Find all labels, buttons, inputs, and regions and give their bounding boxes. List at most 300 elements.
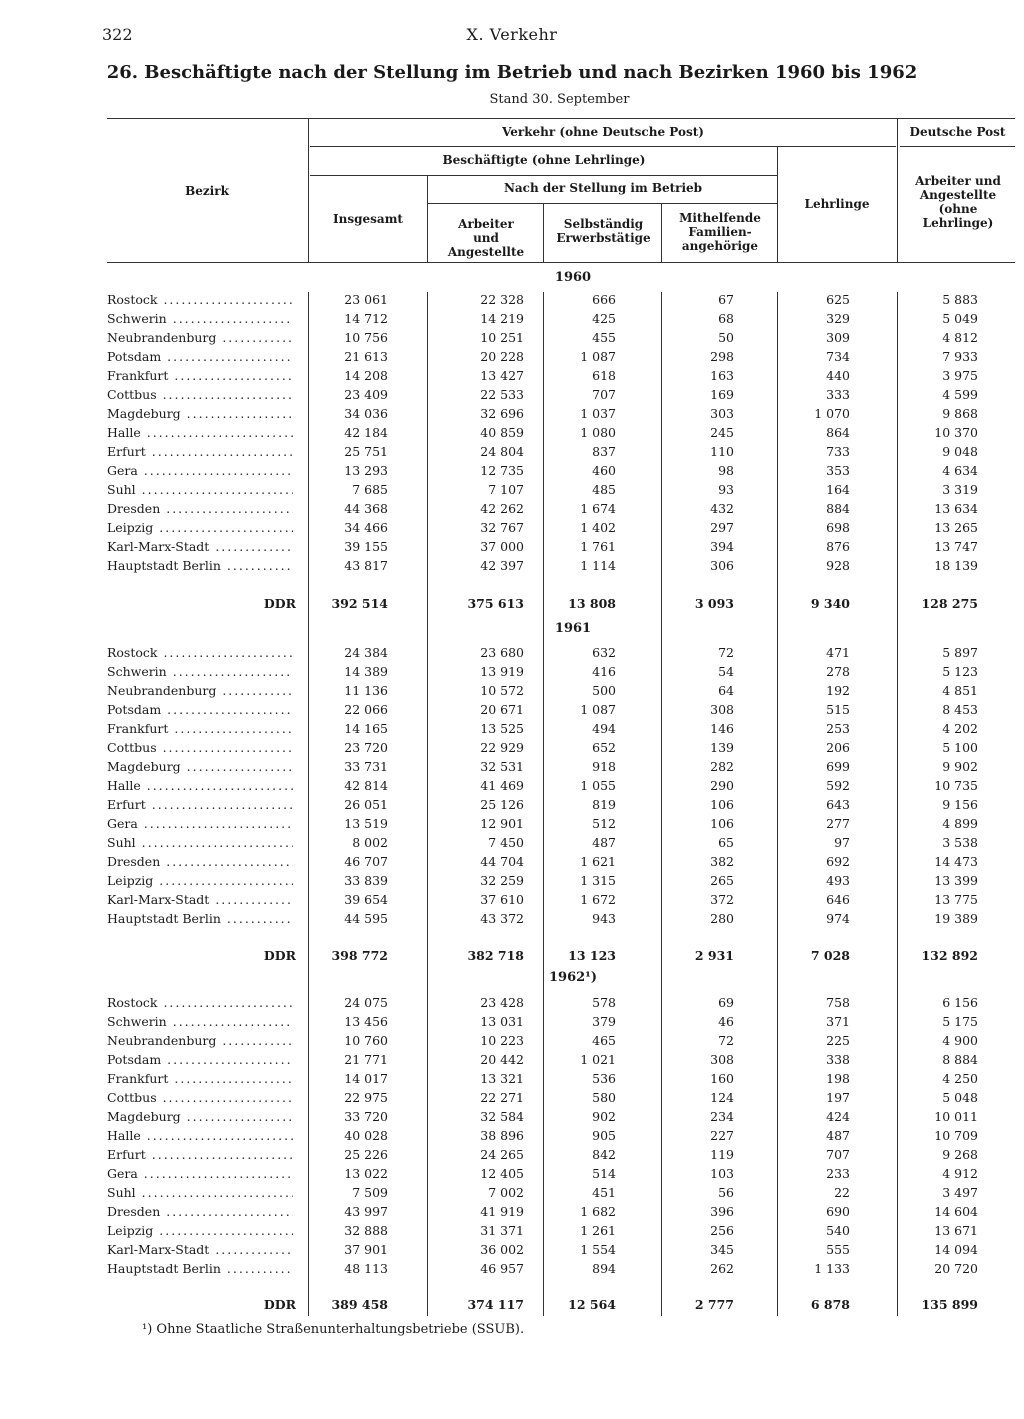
table-row <box>0 349 1024 368</box>
bezirk-label: Neubrandenburg ..... <box>107 1033 293 1048</box>
table-row <box>0 1071 1024 1090</box>
insgesamt-cell: 42 814 <box>344 778 388 793</box>
bezirk-label: Neubrandenburg ..... <box>107 330 293 345</box>
lehrlinge-cell: 338 <box>826 1052 850 1067</box>
table-subtitle: Stand 30. September <box>489 92 630 107</box>
table-row <box>0 1128 1024 1147</box>
selbstaendig-cell: 465 <box>592 1033 616 1048</box>
insgesamt-cell: 43 997 <box>344 1204 388 1219</box>
selbstaendig-cell: 500 <box>592 683 616 698</box>
header-lehrlinge: Lehrlinge <box>804 197 870 211</box>
selbstaendig-cell: 1 021 <box>580 1052 616 1067</box>
header-divider-arbeiter <box>543 203 544 262</box>
mithelfende-cell: 46 <box>718 1014 734 1029</box>
selbstaendig-cell: 652 <box>592 740 616 755</box>
post-cell: 7 933 <box>942 349 978 364</box>
arbeiter-cell: 37 610 <box>480 892 524 907</box>
post-cell: 6 156 <box>942 995 978 1010</box>
bezirk-label: Suhl ..... <box>107 1185 293 1200</box>
arbeiter-cell: 24 265 <box>480 1147 524 1162</box>
mithelfende-cell: 68 <box>718 311 734 326</box>
insgesamt-cell: 40 028 <box>344 1128 388 1143</box>
lehrlinge-cell: 7 028 <box>810 948 850 963</box>
arbeiter-cell: 374 117 <box>467 1297 524 1312</box>
table-row <box>0 854 1024 873</box>
post-cell: 9 902 <box>942 759 978 774</box>
insgesamt-cell: 39 654 <box>344 892 388 907</box>
mithelfende-cell: 139 <box>710 740 734 755</box>
selbstaendig-cell: 842 <box>592 1147 616 1162</box>
mithelfende-cell: 345 <box>710 1242 734 1257</box>
bezirk-label: Potsdam ..... <box>107 1052 293 1067</box>
selbstaendig-cell: 487 <box>592 835 616 850</box>
header-rule-sub <box>428 203 778 204</box>
lehrlinge-cell: 233 <box>826 1166 850 1181</box>
post-cell: 8 453 <box>942 702 978 717</box>
mithelfende-cell: 432 <box>710 501 734 516</box>
post-cell: 132 892 <box>921 948 978 963</box>
selbstaendig-cell: 902 <box>592 1109 616 1124</box>
selbstaendig-cell: 580 <box>592 1090 616 1105</box>
mithelfende-cell: 290 <box>710 778 734 793</box>
selbstaendig-cell: 1 672 <box>580 892 616 907</box>
arbeiter-cell: 7 002 <box>488 1185 524 1200</box>
selbstaendig-cell: 1 261 <box>580 1223 616 1238</box>
selbstaendig-cell: 1 674 <box>580 501 616 516</box>
insgesamt-cell: 26 051 <box>344 797 388 812</box>
insgesamt-cell: 33 720 <box>344 1109 388 1124</box>
selbstaendig-cell: 905 <box>592 1128 616 1143</box>
table-row <box>0 1147 1024 1166</box>
bezirk-label: Magdeburg ..... <box>107 406 293 421</box>
selbstaendig-cell: 894 <box>592 1261 616 1276</box>
post-cell: 10 735 <box>934 778 978 793</box>
lehrlinge-cell: 515 <box>826 702 850 717</box>
year-heading: 1961 <box>554 621 592 636</box>
selbstaendig-cell: 416 <box>592 664 616 679</box>
bezirk-label: Erfurt ..... <box>107 444 293 459</box>
post-cell: 4 634 <box>942 463 978 478</box>
post-cell: 4 851 <box>942 683 978 698</box>
insgesamt-cell: 23 409 <box>344 387 388 402</box>
year-heading: 1960 <box>554 270 592 285</box>
lehrlinge-cell: 928 <box>826 558 850 573</box>
table-row <box>0 995 1024 1014</box>
table-row <box>0 778 1024 797</box>
mithelfende-cell: 69 <box>718 995 734 1010</box>
selbstaendig-cell: 1 087 <box>580 702 616 717</box>
post-cell: 13 775 <box>934 892 978 907</box>
bezirk-label: Schwerin ..... <box>107 1014 293 1029</box>
post-cell: 13 399 <box>934 873 978 888</box>
mithelfende-cell: 124 <box>710 1090 734 1105</box>
insgesamt-cell: 10 756 <box>344 330 388 345</box>
lehrlinge-cell: 758 <box>826 995 850 1010</box>
post-cell: 10 370 <box>934 425 978 440</box>
post-cell: 128 275 <box>921 596 978 611</box>
mithelfende-cell: 382 <box>710 854 734 869</box>
arbeiter-cell: 38 896 <box>480 1128 524 1143</box>
insgesamt-cell: 37 901 <box>344 1242 388 1257</box>
arbeiter-cell: 41 469 <box>480 778 524 793</box>
lehrlinge-cell: 278 <box>826 664 850 679</box>
lehrlinge-cell: 690 <box>826 1204 850 1219</box>
bezirk-label: Erfurt ..... <box>107 1147 293 1162</box>
insgesamt-cell: 32 888 <box>344 1223 388 1238</box>
table-row <box>0 558 1024 577</box>
header-bezirk: Bezirk <box>185 184 229 198</box>
arbeiter-cell: 23 428 <box>480 995 524 1010</box>
post-cell: 13 634 <box>934 501 978 516</box>
insgesamt-cell: 24 384 <box>344 645 388 660</box>
header-stellung: Nach der Stellung im Betrieb <box>503 181 703 195</box>
arbeiter-cell: 32 767 <box>480 520 524 535</box>
lehrlinge-cell: 876 <box>826 539 850 554</box>
insgesamt-cell: 23 720 <box>344 740 388 755</box>
table-row <box>0 444 1024 463</box>
header-arbeiter: Arbeiter und Angestellte <box>447 217 525 259</box>
mithelfende-cell: 119 <box>710 1147 734 1162</box>
mithelfende-cell: 2 777 <box>694 1297 734 1312</box>
total-row <box>0 948 1024 967</box>
selbstaendig-cell: 485 <box>592 482 616 497</box>
bezirk-label: Leipzig ..... <box>107 873 293 888</box>
selbstaendig-cell: 1 621 <box>580 854 616 869</box>
mithelfende-cell: 308 <box>710 1052 734 1067</box>
arbeiter-cell: 382 718 <box>467 948 524 963</box>
header-bottom-rule <box>107 262 1015 263</box>
post-cell: 5 897 <box>942 645 978 660</box>
bezirk-label: Karl-Marx-Stadt ..... <box>107 1242 293 1257</box>
lehrlinge-cell: 6 878 <box>810 1297 850 1312</box>
mithelfende-cell: 98 <box>718 463 734 478</box>
lehrlinge-cell: 625 <box>826 292 850 307</box>
lehrlinge-cell: 192 <box>826 683 850 698</box>
arbeiter-cell: 42 262 <box>480 501 524 516</box>
selbstaendig-cell: 837 <box>592 444 616 459</box>
mithelfende-cell: 3 093 <box>694 596 734 611</box>
lehrlinge-cell: 1 070 <box>814 406 850 421</box>
total-row <box>0 1297 1024 1316</box>
insgesamt-cell: 13 293 <box>344 463 388 478</box>
table-row <box>0 645 1024 664</box>
mithelfende-cell: 54 <box>718 664 734 679</box>
post-cell: 13 671 <box>934 1223 978 1238</box>
table-row <box>0 702 1024 721</box>
arbeiter-cell: 20 442 <box>480 1052 524 1067</box>
arbeiter-cell: 44 704 <box>480 854 524 869</box>
post-cell: 9 268 <box>942 1147 978 1162</box>
lehrlinge-cell: 643 <box>826 797 850 812</box>
post-cell: 9 156 <box>942 797 978 812</box>
bezirk-label: Frankfurt ..... <box>107 721 293 736</box>
lehrlinge-cell: 734 <box>826 349 850 364</box>
bezirk-label: Suhl ..... <box>107 835 293 850</box>
header-divider-bezirk <box>308 118 309 262</box>
mithelfende-cell: 256 <box>710 1223 734 1238</box>
table-row <box>0 683 1024 702</box>
table-row <box>0 368 1024 387</box>
lehrlinge-cell: 197 <box>826 1090 850 1105</box>
selbstaendig-cell: 1 055 <box>580 778 616 793</box>
arbeiter-cell: 42 397 <box>480 558 524 573</box>
insgesamt-cell: 39 155 <box>344 539 388 554</box>
mithelfende-cell: 306 <box>710 558 734 573</box>
table-row <box>0 520 1024 539</box>
selbstaendig-cell: 379 <box>592 1014 616 1029</box>
selbstaendig-cell: 514 <box>592 1166 616 1181</box>
mithelfende-cell: 234 <box>710 1109 734 1124</box>
arbeiter-cell: 13 427 <box>480 368 524 383</box>
post-cell: 3 538 <box>942 835 978 850</box>
insgesamt-cell: 44 368 <box>344 501 388 516</box>
table-row <box>0 387 1024 406</box>
bezirk-label: Halle ..... <box>107 425 293 440</box>
header-verkehr: Verkehr (ohne Deutsche Post) <box>502 125 704 139</box>
insgesamt-cell: 46 707 <box>344 854 388 869</box>
insgesamt-cell: 22 975 <box>344 1090 388 1105</box>
table-row <box>0 740 1024 759</box>
insgesamt-cell: 14 712 <box>344 311 388 326</box>
table-row <box>0 835 1024 854</box>
total-row <box>0 596 1024 615</box>
selbstaendig-cell: 13 808 <box>568 596 616 611</box>
table-row <box>0 1242 1024 1261</box>
header-insgesamt: Insgesamt <box>333 212 403 226</box>
header-selbstaendig: Selbständig Erwerbstätige <box>556 217 651 245</box>
lehrlinge-cell: 733 <box>826 444 850 459</box>
header-beschaeftigte: Beschäftigte (ohne Lehrlinge) <box>442 153 646 167</box>
selbstaendig-cell: 666 <box>592 292 616 307</box>
bezirk-label: Hauptstadt Berlin ..... <box>107 558 293 573</box>
insgesamt-cell: 7 509 <box>352 1185 388 1200</box>
arbeiter-cell: 375 613 <box>467 596 524 611</box>
table-row <box>0 721 1024 740</box>
lehrlinge-cell: 692 <box>826 854 850 869</box>
insgesamt-cell: 7 685 <box>352 482 388 497</box>
table-row <box>0 664 1024 683</box>
table-row <box>0 406 1024 425</box>
insgesamt-cell: 34 036 <box>344 406 388 421</box>
bezirk-label: Potsdam ..... <box>107 702 293 717</box>
post-cell: 4 599 <box>942 387 978 402</box>
arbeiter-cell: 32 259 <box>480 873 524 888</box>
arbeiter-cell: 37 000 <box>480 539 524 554</box>
bezirk-label: Cottbus ..... <box>107 740 293 755</box>
arbeiter-cell: 41 919 <box>480 1204 524 1219</box>
selbstaendig-cell: 1 761 <box>580 539 616 554</box>
insgesamt-cell: 43 817 <box>344 558 388 573</box>
mithelfende-cell: 72 <box>718 1033 734 1048</box>
post-cell: 4 202 <box>942 721 978 736</box>
mithelfende-cell: 396 <box>710 1204 734 1219</box>
lehrlinge-cell: 164 <box>826 482 850 497</box>
arbeiter-cell: 22 929 <box>480 740 524 755</box>
table-row <box>0 1185 1024 1204</box>
mithelfende-cell: 245 <box>710 425 734 440</box>
bezirk-label: Neubrandenburg ..... <box>107 683 293 698</box>
post-cell: 4 900 <box>942 1033 978 1048</box>
selbstaendig-cell: 1 037 <box>580 406 616 421</box>
bezirk-label: Halle ..... <box>107 778 293 793</box>
lehrlinge-cell: 707 <box>826 1147 850 1162</box>
post-cell: 10 011 <box>934 1109 978 1124</box>
post-cell: 13 747 <box>934 539 978 554</box>
mithelfende-cell: 282 <box>710 759 734 774</box>
arbeiter-cell: 7 450 <box>488 835 524 850</box>
lehrlinge-cell: 253 <box>826 721 850 736</box>
post-cell: 9 048 <box>942 444 978 459</box>
post-cell: 8 884 <box>942 1052 978 1067</box>
selbstaendig-cell: 1 087 <box>580 349 616 364</box>
mithelfende-cell: 160 <box>710 1071 734 1086</box>
bezirk-label: Karl-Marx-Stadt ..... <box>107 539 293 554</box>
mithelfende-cell: 163 <box>710 368 734 383</box>
post-cell: 19 389 <box>934 911 978 926</box>
insgesamt-cell: 33 839 <box>344 873 388 888</box>
selbstaendig-cell: 536 <box>592 1071 616 1086</box>
mithelfende-cell: 2 931 <box>694 948 734 963</box>
table-row <box>0 1033 1024 1052</box>
header-rule-beschaeftigte <box>310 146 896 147</box>
arbeiter-cell: 43 372 <box>480 911 524 926</box>
insgesamt-cell: 33 731 <box>344 759 388 774</box>
lehrlinge-cell: 864 <box>826 425 850 440</box>
selbstaendig-cell: 943 <box>592 911 616 926</box>
bezirk-label: Frankfurt ..... <box>107 368 293 383</box>
insgesamt-cell: 14 017 <box>344 1071 388 1086</box>
arbeiter-cell: 12 405 <box>480 1166 524 1181</box>
post-cell: 14 473 <box>934 854 978 869</box>
table-row <box>0 1090 1024 1109</box>
arbeiter-cell: 46 957 <box>480 1261 524 1276</box>
bezirk-label: Schwerin ..... <box>107 311 293 326</box>
insgesamt-cell: 398 772 <box>331 948 388 963</box>
insgesamt-cell: 13 519 <box>344 816 388 831</box>
bezirk-label: Rostock ..... <box>107 995 293 1010</box>
selbstaendig-cell: 1 080 <box>580 425 616 440</box>
arbeiter-cell: 22 533 <box>480 387 524 402</box>
bezirk-label: Cottbus ..... <box>107 1090 293 1105</box>
mithelfende-cell: 308 <box>710 702 734 717</box>
arbeiter-cell: 32 584 <box>480 1109 524 1124</box>
mithelfende-cell: 227 <box>710 1128 734 1143</box>
bezirk-label: Magdeburg ..... <box>107 1109 293 1124</box>
mithelfende-cell: 110 <box>710 444 734 459</box>
lehrlinge-cell: 333 <box>826 387 850 402</box>
table-row <box>0 1261 1024 1280</box>
arbeiter-cell: 40 859 <box>480 425 524 440</box>
selbstaendig-cell: 1 682 <box>580 1204 616 1219</box>
post-cell: 5 049 <box>942 311 978 326</box>
post-cell: 13 265 <box>934 520 978 535</box>
table-row <box>0 1223 1024 1242</box>
mithelfende-cell: 56 <box>718 1185 734 1200</box>
table-row <box>0 873 1024 892</box>
post-cell: 3 975 <box>942 368 978 383</box>
lehrlinge-cell: 206 <box>826 740 850 755</box>
lehrlinge-cell: 699 <box>826 759 850 774</box>
header-post-sub: Arbeiter und Angestellte (ohne Lehrlinge) <box>915 174 1001 230</box>
insgesamt-cell: 44 595 <box>344 911 388 926</box>
bezirk-label: DDR <box>263 948 296 963</box>
header-rule-post <box>900 146 1015 147</box>
lehrlinge-cell: 884 <box>826 501 850 516</box>
selbstaendig-cell: 13 123 <box>568 948 616 963</box>
table-row <box>0 463 1024 482</box>
post-cell: 4 899 <box>942 816 978 831</box>
mithelfende-cell: 146 <box>710 721 734 736</box>
mithelfende-cell: 298 <box>710 349 734 364</box>
bezirk-label: Dresden ..... <box>107 854 293 869</box>
lehrlinge-cell: 592 <box>826 778 850 793</box>
arbeiter-cell: 10 223 <box>480 1033 524 1048</box>
arbeiter-cell: 24 804 <box>480 444 524 459</box>
bezirk-label: Rostock ..... <box>107 645 293 660</box>
mithelfende-cell: 106 <box>710 816 734 831</box>
selbstaendig-cell: 632 <box>592 645 616 660</box>
bezirk-label: Suhl ..... <box>107 482 293 497</box>
lehrlinge-cell: 440 <box>826 368 850 383</box>
lehrlinge-cell: 309 <box>826 330 850 345</box>
bezirk-label: Leipzig ..... <box>107 1223 293 1238</box>
bezirk-label: Karl-Marx-Stadt ..... <box>107 892 293 907</box>
bezirk-label: DDR <box>263 596 296 611</box>
arbeiter-cell: 10 251 <box>480 330 524 345</box>
arbeiter-cell: 13 321 <box>480 1071 524 1086</box>
post-cell: 5 100 <box>942 740 978 755</box>
selbstaendig-cell: 455 <box>592 330 616 345</box>
mithelfende-cell: 64 <box>718 683 734 698</box>
insgesamt-cell: 392 514 <box>331 596 388 611</box>
page-number: 322 <box>102 25 133 44</box>
table-row <box>0 1204 1024 1223</box>
selbstaendig-cell: 460 <box>592 463 616 478</box>
lehrlinge-cell: 974 <box>826 911 850 926</box>
lehrlinge-cell: 493 <box>826 873 850 888</box>
arbeiter-cell: 36 002 <box>480 1242 524 1257</box>
mithelfende-cell: 169 <box>710 387 734 402</box>
footnote: ¹) Ohne Staatliche Straßenunterhaltungsbetriebe (SSUB). <box>142 1322 525 1337</box>
post-cell: 20 720 <box>934 1261 978 1276</box>
lehrlinge-cell: 329 <box>826 311 850 326</box>
bezirk-label: Schwerin ..... <box>107 664 293 679</box>
post-cell: 14 604 <box>934 1204 978 1219</box>
post-cell: 135 899 <box>921 1297 978 1312</box>
bezirk-label: DDR <box>263 1297 296 1312</box>
lehrlinge-cell: 487 <box>826 1128 850 1143</box>
bezirk-label: Erfurt ..... <box>107 797 293 812</box>
table-row <box>0 482 1024 501</box>
mithelfende-cell: 280 <box>710 911 734 926</box>
bezirk-label: Dresden ..... <box>107 1204 293 1219</box>
insgesamt-cell: 21 613 <box>344 349 388 364</box>
insgesamt-cell: 11 136 <box>344 683 388 698</box>
post-cell: 4 812 <box>942 330 978 345</box>
arbeiter-cell: 22 328 <box>480 292 524 307</box>
arbeiter-cell: 25 126 <box>480 797 524 812</box>
arbeiter-cell: 14 219 <box>480 311 524 326</box>
arbeiter-cell: 13 919 <box>480 664 524 679</box>
post-cell: 18 139 <box>934 558 978 573</box>
mithelfende-cell: 297 <box>710 520 734 535</box>
mithelfende-cell: 265 <box>710 873 734 888</box>
post-cell: 5 048 <box>942 1090 978 1105</box>
table-row <box>0 1109 1024 1128</box>
post-cell: 5 883 <box>942 292 978 307</box>
lehrlinge-cell: 471 <box>826 645 850 660</box>
bezirk-label: Halle ..... <box>107 1128 293 1143</box>
